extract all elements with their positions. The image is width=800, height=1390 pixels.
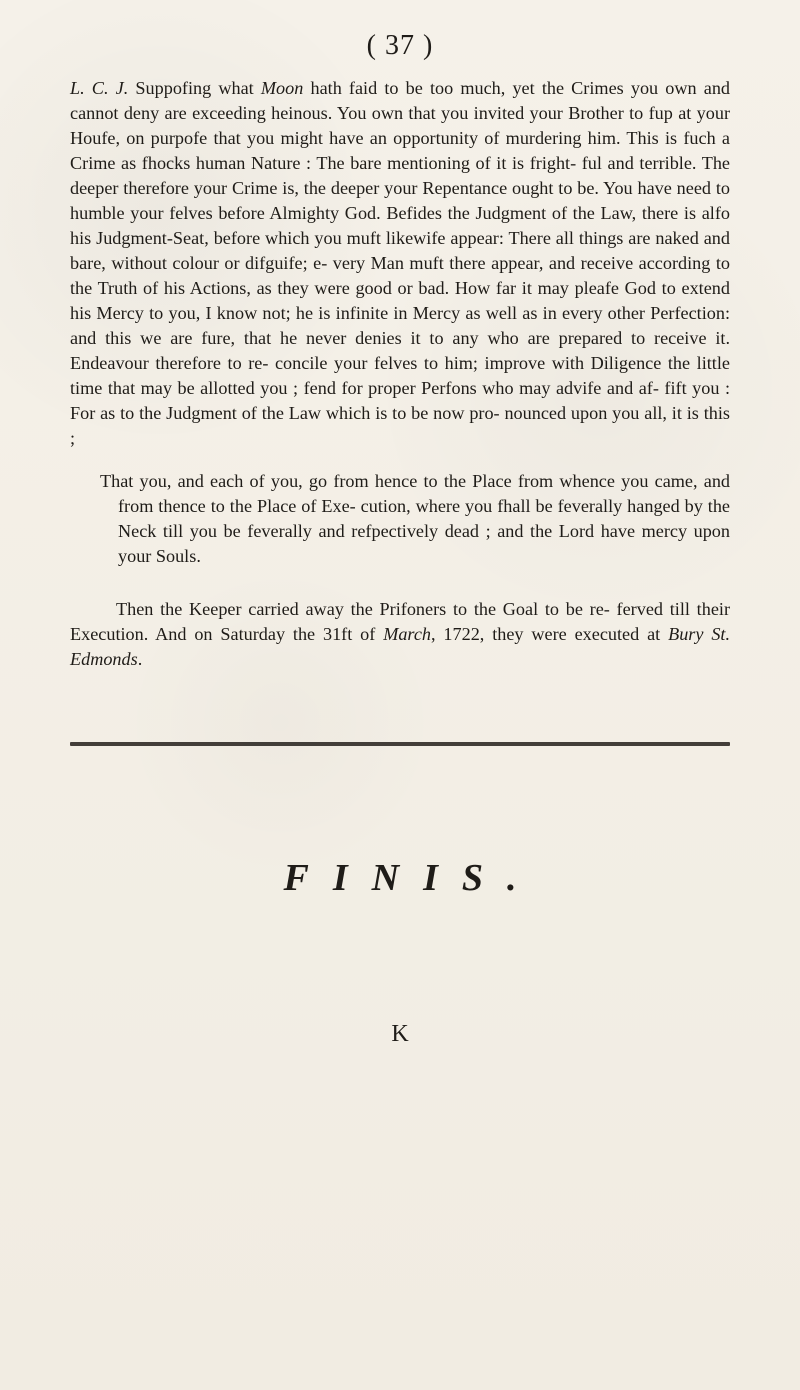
execution-note-end: . bbox=[137, 649, 143, 669]
execution-note-start: Then the Keeper carried away the Prifoners to the Goal to be re- ferved till their Execution. And on Saturday the 31ft of bbox=[70, 599, 730, 644]
execution-note bbox=[70, 597, 730, 672]
speaker-label: L. C. J. bbox=[70, 78, 129, 98]
judgment-text bbox=[70, 76, 730, 451]
judgment-paragraph bbox=[70, 76, 730, 451]
moon-name: Moon bbox=[260, 78, 304, 98]
execution-month: March bbox=[383, 624, 432, 644]
paragraph-text-rest: hath faid to be too much, yet the Crimes you own and cannot deny are exceeding heinous. You own that you invited your Brother to fup at your Houfe, on purpofe that you might have an opportunity of murdering him. This is fuch a Crime as fhocks human Nature : The bare mentioning of it is fright- ful and terrible. The deeper therefore your Crime is, the deeper your Repentance ought to be. You have need to humble your felves before Almighty God. Befides the Judgment of the Law, there is alfo his Judgment-Seat, before which you muft likewife appear: There all things are naked and bare, without colour or difguife; e- very Man muft there appear, and receive according to the Truth of his Actions, as they were good or bad. How far it may pleafe God to extend his Mercy to you, I know not; he is infinite in Mercy as well as in every other Perfection: and this we are fure, that he never denies it to any who are prepared to receive it. Endeavour therefore to re- concile your felves to him; improve with Diligence the little time that may be allotted you ; fend for proper Perfons who may advife and af- fift you : For as to the Judgment of the Law which is to be now pro- nounced upon you all, it is this ; bbox=[70, 78, 731, 448]
page-number: ( 37 ) bbox=[366, 30, 434, 61]
section-divider bbox=[70, 742, 730, 746]
paragraph-text-start: Suppofing what bbox=[135, 78, 254, 98]
sentence-paragraph: That you, and each of you, go from hence to the Place from whence you came, and from thence to the Place of Exe- cution, where you fhall be feverally hanged by the Neck till you be feverally and refpectively dead ; and the Lord have mercy upon your Souls. bbox=[100, 471, 730, 566]
signature-mark: K bbox=[391, 1021, 409, 1047]
execution-note-middle: , 1722, they were executed at bbox=[431, 624, 661, 644]
finis-heading: FINIS. bbox=[283, 857, 541, 899]
execution-place: Bury St. Edmonds bbox=[70, 624, 731, 669]
